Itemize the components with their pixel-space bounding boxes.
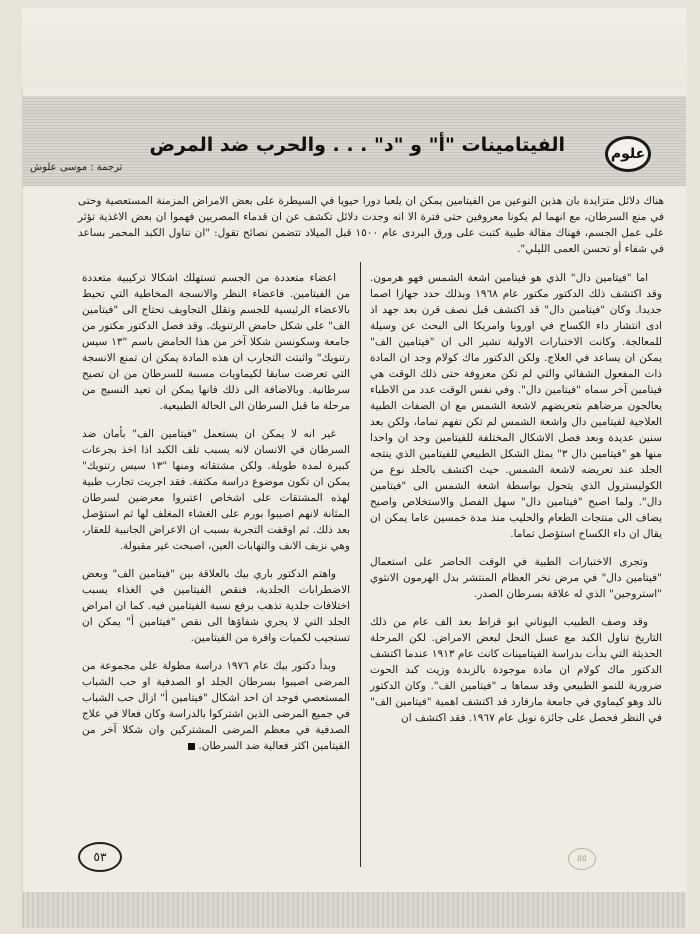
paragraph: وقد وصف الطبيب اليوناني ابو قراط بعد الف عام من ذلك التاريخ تناول الكبد مع عسل النحل لبعض الامراض. لكن المرحلة الحديثة التي بدأت بدراسة الفيتامينات كانت عام ١٩١٣ عندما اكتشف الدكتور ماك كولام ان مادة موجودة بالزبدة وزيت كبد الحوت ضرورية للنمو الطبيعي وقد سماها بـ "فيتامين الف". وكان الدكتور نالد وهو كيماوي في جامعة مارفارد قد اكتشف اهمية "فيتامين الف" في النظر فحصل على جائزة نوبل عام ١٩٦٧. فقد اكتشف ان	[370, 616, 662, 724]
paragraph: اعضاء متعددة من الجسم تستهلك اشكالا تركيبية متعددة من الفيتامين. فاعضاء النظر والانسجة المخاطية التي تحيط بالاعضاء الرئيسية للجسم وتقلل التجاويف تحتاج الى "فيتامين الف" على شكل حامض الرتنويك. وقد فصل الدكتور مكتور من جامعة وسكونسن شكلا آخر من هذا الحامض باسم "١٣ سيس رتنويك" واثبتت التجارب ان هذه المادة يمكن ان تمنع الانسجة التي تعرضت سابقا لكيماويات مسببة للسرطان من ان تصبح سرطانية. وبالاضافة الى ذلك فانها يمكن ان تعيد النسيج من مرحلة ما قبل السرطان الى الحالة الطبيعية.	[82, 272, 350, 412]
end-square-icon	[188, 743, 195, 750]
byline: ترجمة : موسى علوش	[30, 162, 123, 173]
article-title: الفيتامينات "أ" و "د" . . . والحرب ضد المرض	[149, 134, 565, 156]
paragraph: اما "فيتامين دال" الذي هو فيتامين اشعة الشمس فهو هرمون. وقد اكتشف ذلك الدكتور مكتور عام ١٩٦٨ وبذلك حدد جهازا اصما جديدا. وكان "فيتامين دال" قد اكتشف قبل نصف قرن بعد جهد اذ ادى انتشار داء الكساح في اوروبا وامريكا الى البحث عن وسيلة للمعالجة. وكانت الاختبارات الاولية تشير الى ان "فيتامين الف" يمكن ان يساعد في العلاج. ولكن الدكتور ماك كولام وجد ان المادة ذات المفعول الشفائي والتي لم تكن معروفة حتى ذلك الوقت هي فيتامين آخر سماه "فيتامين دال". وفي نفس الوقت عدد من الاطباء يعالجون مرضاهم بتعريضهم لاشعة الشمس مع ان الصفات الطبية العلاجية لفيتامين دال واشعة الشمس لم تكن تفهم تماما، ولكن بعد سنين عديدة وبعد فصل الاشكال المختلفة للفيتامين وجد ان واحدا منها هو "فيتامين دال ٣" يمثل الشكل الطبيعي للفيتامين الذي ينتجه الجلد عند تعريضه لاشعة الشمس. حيث اكتشف بالجلد نوع من الكوليسترول الذي يتحول بواسطة اشعة الشمس الى "فيتامين دال". ولما اصبح "فيتامين دال" سهل الفصل والاستخلاص واصبح يضاف الى منتجات الطعام والحليب منذ مدة خمسين عاما يمكن ان يقال ان داء الكساح استؤصل تماما.	[370, 272, 663, 540]
bottom-band	[22, 892, 686, 928]
section-badge: علوم	[605, 136, 651, 172]
paragraph-text: وبدأ دكتور بيك عام ١٩٧٦ دراسة مطولة على مجموعة من المرضى اصيبوا بسرطان الجلد او الصدفية او حب الشباب المستعصي فوجد ان احد اشكال "فيتامين أ" ازال حب الشباب في جميع المرضى الذين اشتركوا بالدراسة وكان فعالا في علاج الصدفية في معظم المرضى المشتركين وان شكلا آخر من الفيتامين اكثر فعالية ضد السرطان.	[82, 660, 350, 752]
paragraph: غير انه لا يمكن ان يستعمل "فيتامين الف" بأمان ضد السرطان في الانسان لانه يسبب تلف الكبد اذا اخذ بجرعات كبيرة لمدة طويلة. ولكن مشتقاته ومنها "١٣ سيس رتنويك" يمكن ان تكون موضوع دراسة مكثفة. فقد اجريت تجارب طبية لهذه المشتقات على اشخاص اعتبروا معرضين لسرطان المثانة لانهم اصيبوا بورم على الغشاء المغلف لها ثم استؤصل بعد ذلك. ثم اوقفت التجربة بسبب ان الاعراض الجانبية للعقار، وهي نزيف الانف والتهابات العين، اصبحت غير مقبولة.	[82, 428, 350, 552]
left-column	[82, 270, 350, 766]
faint-page-number: ٥٥	[568, 848, 596, 870]
paragraph-last	[82, 658, 350, 754]
right-column	[370, 270, 662, 738]
page-number: ٥٣	[78, 842, 122, 872]
paragraph: وتجرى الاختبارات الطبية في الوقت الحاضر على استعمال "فيتامين دال" في مرض نخر العظام المنتشر بدل الهرمون الانثوي "استروجين" الذي له علاقة بسرطان الصدر.	[370, 556, 662, 600]
intro-paragraph: هناك دلائل متزايدة بان هذين النوعين من الفيتامين يمكن ان يلعبا دورا حيويا في السيطرة على بعض الامراض المزمنة المستعصية وحتى في منع السرطان، مع انهما لم يكونا معروفين حتى فترة الا انه وجدت دلائل تكشف عن ان قدماء المصريين فهموا ان بعض الاغذية تؤثر على عمل الجسم، فهناك مقالة طبية كتبت على ورق البردى عام ١٥٠٠ قبل الميلاد تتضمن نصائح تقول: "ان تناول الكبد المحمر بساعد في شفاء أو تحسن العمى الليلي".	[78, 195, 664, 255]
top-margin	[22, 8, 686, 88]
paragraph: واهتم الدكتور باري بيك بالعلاقة بين "فيتامين الف" وبعض الاضطرابات الجلدية، فنقص الفيتامين في الغذاء يسبب اختلافات جلدية تذهب برفع نسبة الفيتامين فيه. كما ان امراض الجلد التي لا يجري شفاؤها الى نقص "فيتامين أ" يمكن ان تستجيب لكميات وافرة من الفيتامين.	[82, 568, 350, 644]
column-divider	[360, 262, 361, 867]
